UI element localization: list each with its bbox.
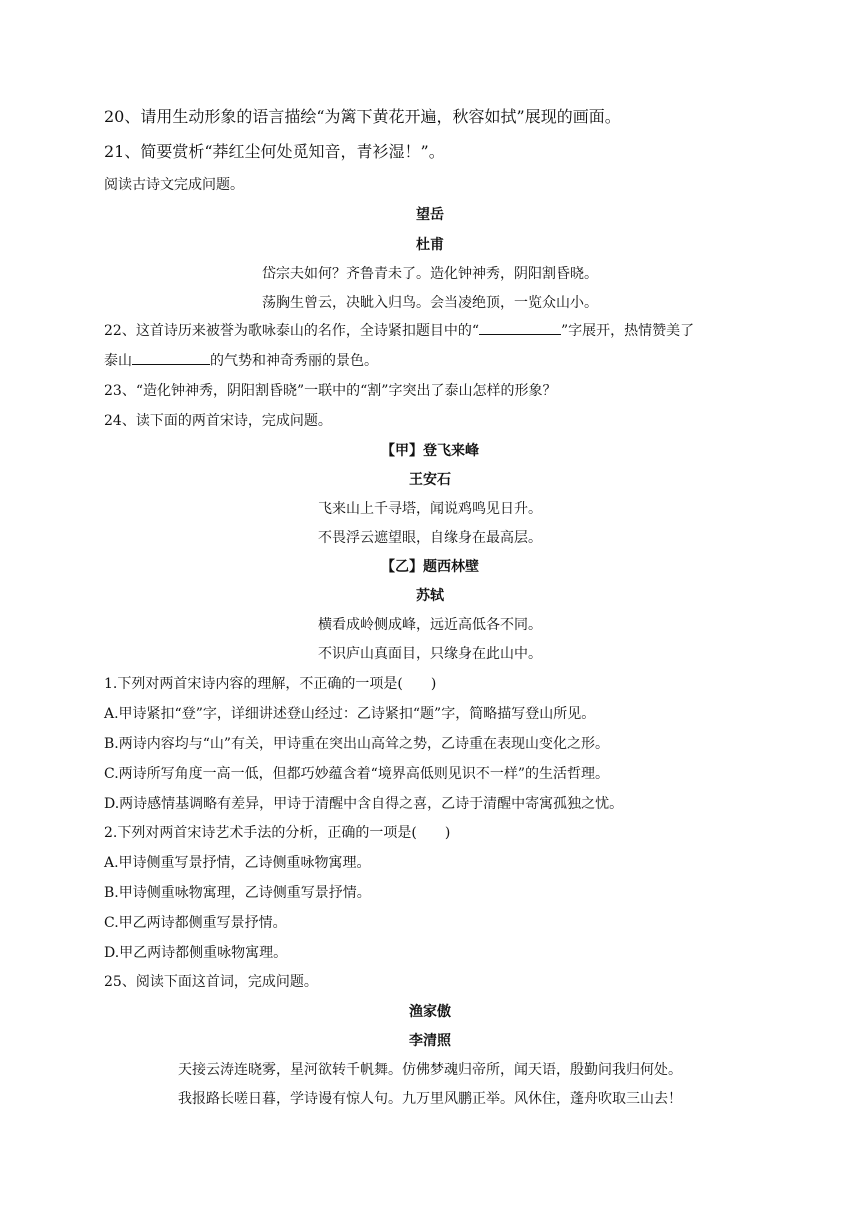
mc1-option-c: C.两诗所写角度一高一低，但都巧妙蕴含着“境界高低则见识不一样”的生活哲理。 (104, 766, 609, 782)
question-21: 21、简要赏析“莽红尘何处觅知音，青衫湿！”。 (104, 142, 445, 161)
poem-author: 杜甫 (416, 237, 444, 253)
poem-title: 望岳 (416, 207, 444, 223)
poem-author: 苏轼 (416, 588, 444, 604)
question-25: 25、阅读下面这首词，完成问题。 (104, 974, 318, 990)
question-22-text: 泰山 (104, 353, 132, 369)
mc2-option-d: D.甲乙两诗都侧重咏物寓理。 (104, 945, 288, 961)
mc2-stem: 2.下列对两首宋诗艺术手法的分析，正确的一项是( ) (104, 825, 451, 841)
question-20: 20、请用生动形象的语言描绘“为篱下黄花开遍，秋容如拭”展现的画面。 (104, 107, 621, 126)
poem-line: 我报路长嗟日暮，学诗谩有惊人句。九万里风鹏正举。风休住，蓬舟吹取三山去！ (178, 1091, 682, 1107)
poem-line: 岱宗夫如何？齐鲁青未了。造化钟神秀，阴阳割昏晓。 (262, 266, 598, 282)
reading-intro: 阅读古诗文完成问题。 (104, 177, 244, 193)
question-22 (104, 320, 694, 340)
mc2-option-a: A.甲诗侧重写景抒情，乙诗侧重咏物寓理。 (104, 855, 371, 871)
question-22-cont (104, 350, 378, 370)
poem-line: 不畏浮云遮望眼，自缘身在最高层。 (318, 530, 542, 546)
mc1-option-d: D.两诗感情基调略有差异，甲诗于清醒中含自得之喜，乙诗于清醒中寄寓孤独之忧。 (104, 796, 624, 812)
fill-blank[interactable] (479, 320, 561, 335)
mc2-option-b: B.甲诗侧重咏物寓理，乙诗侧重写景抒情。 (104, 885, 371, 901)
mc1-option-b: B.两诗内容均与“山”有关，甲诗重在突出山高耸之势，乙诗重在表现山变化之形。 (104, 736, 610, 752)
mc1-option-a: A.甲诗紧扣“登”字，详细讲述登山经过：乙诗紧扣“题”字，简略描写登山所见。 (104, 706, 596, 722)
poem-line: 横看成岭侧成峰，远近高低各不同。 (318, 617, 542, 633)
poem-line: 不识庐山真面目，只缘身在此山中。 (318, 646, 542, 662)
poem-title: 【乙】题西林壁 (381, 559, 479, 575)
question-24: 24、读下面的两首宋诗，完成问题。 (104, 413, 332, 429)
poem-author: 李清照 (409, 1033, 451, 1049)
mc1-stem: 1.下列对两首宋诗内容的理解，不正确的一项是( ) (104, 676, 437, 692)
poem-line: 飞来山上千寻塔，闻说鸡鸣见日升。 (318, 501, 542, 517)
question-22-text: 的气势和神奇秀丽的景色。 (210, 353, 378, 369)
question-23: 23、“造化钟神秀，阴阳割昏晓”一联中的“割”字突出了泰山怎样的形象？ (104, 383, 557, 399)
question-22-text: 22、这首诗历来被誉为歌咏泰山的名作，全诗紧扣题目中的“ (104, 323, 479, 339)
poem-line: 天接云涛连晓雾，星河欲转千帆舞。仿佛梦魂归帝所，闻天语，殷勤问我归何处。 (178, 1062, 682, 1078)
poem-author: 王安石 (409, 472, 451, 488)
fill-blank[interactable] (132, 350, 210, 365)
poem-title: 渔家傲 (409, 1004, 451, 1020)
poem-line: 荡胸生曾云，决眦入归鸟。会当凌绝顶，一览众山小。 (262, 295, 598, 311)
question-22-text: ”字展开，热情赞美了 (560, 323, 695, 339)
mc2-option-c: C.甲乙两诗都侧重写景抒情。 (104, 915, 287, 931)
poem-title: 【甲】登飞来峰 (381, 443, 479, 459)
